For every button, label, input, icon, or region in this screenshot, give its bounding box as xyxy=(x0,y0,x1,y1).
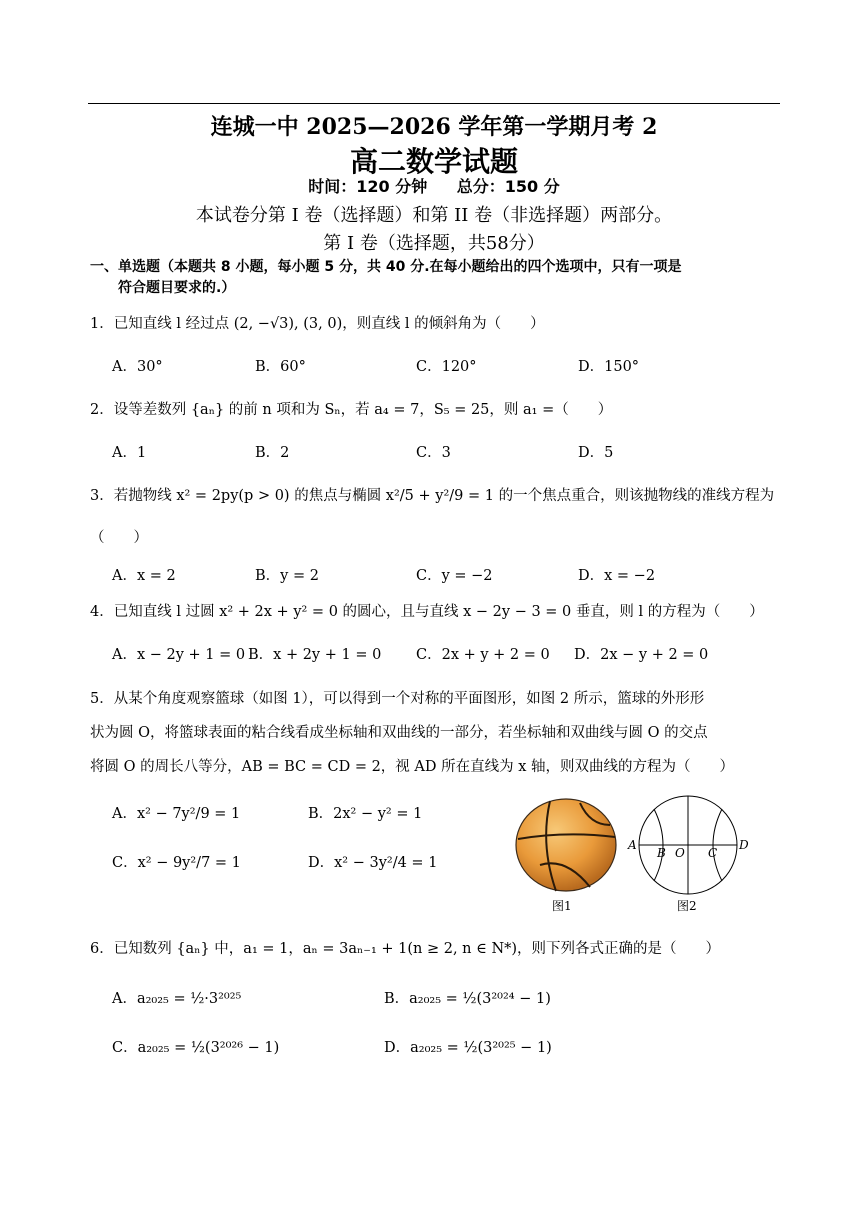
question-1-stem: 1．已知直线 l 经过点 (2, −√3), (3, 0)，则直线 l 的倾斜角为（ ） xyxy=(90,316,545,332)
question-6-option-d: D．a₂₀₂₅ = ½(3²⁰²⁵ − 1) xyxy=(384,1040,552,1056)
question-6-option-a: A．a₂₀₂₅ = ½·3²⁰²⁵ xyxy=(112,991,242,1007)
question-6-stem: 6．已知数列 {aₙ} 中，a₁ = 1，aₙ = 3aₙ₋₁ + 1(n ≥ 2, n ∈ N*)，则下列各式正确的是（ ） xyxy=(90,941,721,957)
point-a-label: A xyxy=(628,838,637,852)
question-2-option-c: C．3 xyxy=(416,445,451,461)
question-5-option-c: C．x² − 9y²/7 = 1 xyxy=(112,855,241,871)
question-2-stem: 2．设等差数列 {aₙ} 的前 n 项和为 Sₙ，若 a₄ = 7，S₅ = 25，则 a₁ =（ ） xyxy=(90,402,613,418)
question-1-option-c: C．120° xyxy=(416,359,477,375)
question-2-option-d: D．5 xyxy=(578,445,614,461)
point-o-label: O xyxy=(675,846,685,860)
exam-info xyxy=(0,174,868,197)
question-5-line-1: 5．从某个角度观察篮球（如图 1），可以得到一个对称的平面图形，如图 2 所示，篮球的外形形 xyxy=(90,691,705,707)
question-3-option-a: A．x = 2 xyxy=(112,568,176,584)
question-5-line-2: 状为圆 O，将篮球表面的粘合线看成坐标轴和双曲线的一部分，若坐标轴和双曲线与圆 O 的交点 xyxy=(90,725,708,741)
question-1-option-a: A．30° xyxy=(112,359,163,375)
question-5-option-d: D．x² − 3y²/4 = 1 xyxy=(308,855,438,871)
question-3-stem-cont: （ ） xyxy=(90,530,148,546)
question-5-option-a: A．x² − 7y²/9 = 1 xyxy=(112,806,241,822)
exam-time: 时间：120 分钟 xyxy=(308,177,428,196)
exam-score: 总分：150 分 xyxy=(456,177,560,196)
question-4-option-d: D．2x − y + 2 = 0 xyxy=(574,647,709,663)
question-3-option-b: B．y = 2 xyxy=(255,568,319,584)
question-4-option-b: B．x + 2y + 1 = 0 xyxy=(248,647,382,663)
question-2-option-b: B．2 xyxy=(255,445,290,461)
question-6-option-c: C．a₂₀₂₅ = ½(3²⁰²⁶ − 1) xyxy=(112,1040,280,1056)
figure-1-caption: 图1 xyxy=(552,899,572,913)
question-3-option-c: C．y = −2 xyxy=(416,568,493,584)
question-5-option-b: B．2x² − y² = 1 xyxy=(308,806,423,822)
question-1-option-b: B．60° xyxy=(255,359,306,375)
top-rule xyxy=(88,103,780,104)
point-d-label: D xyxy=(739,838,749,852)
section-line-2: 符合题目要求的.） xyxy=(118,280,236,296)
question-3-option-d: D．x = −2 xyxy=(578,568,656,584)
question-1-option-d: D．150° xyxy=(578,359,640,375)
question-5-stem xyxy=(90,682,790,784)
basketball-figure xyxy=(510,795,622,895)
exam-school-title: 连城一中 2025—2026 学年第一学期月考 2 xyxy=(210,114,658,140)
question-4-stem: 4．已知直线 l 过圆 x² + 2x + y² = 0 的圆心，且与直线 x − 2y − 3 = 0 垂直，则 l 的方程为（ ） xyxy=(90,604,764,620)
question-3-stem: 3．若抛物线 x² = 2py(p > 0) 的焦点与椭圆 x²/5 + y²/9 = 1 的一个焦点重合，则该抛物线的准线方程为 xyxy=(90,488,775,504)
exam-subject-title: 高二数学试题 xyxy=(349,145,518,178)
question-5-line-3: 将圆 O 的周长八等分，AB = BC = CD = 2，视 AD 所在直线为 x 轴，则双曲线的方程为（ ） xyxy=(90,759,735,775)
section-heading xyxy=(90,257,790,299)
point-b-label: B xyxy=(657,846,666,860)
part-one-heading: 第 I 卷（选择题，共58分） xyxy=(323,233,545,254)
exam-description: 本试卷分第 I 卷（选择题）和第 II 卷（非选择题）两部分。 xyxy=(195,205,673,226)
figure-2-caption: 图2 xyxy=(677,899,697,913)
question-4-option-c: C．2x + y + 2 = 0 xyxy=(416,647,550,663)
question-6-option-b: B．a₂₀₂₅ = ½(3²⁰²⁴ − 1) xyxy=(384,991,551,1007)
question-4-option-a: A．x − 2y + 1 = 0 xyxy=(112,647,246,663)
point-c-label: C xyxy=(708,846,718,860)
basketball-diagram xyxy=(624,795,754,895)
section-line-1: 一、单选题（本题共 8 小题，每小题 5 分，共 40 分.在每小题给出的四个选项中，只有一项是 xyxy=(90,259,682,275)
question-2-option-a: A．1 xyxy=(112,445,147,461)
